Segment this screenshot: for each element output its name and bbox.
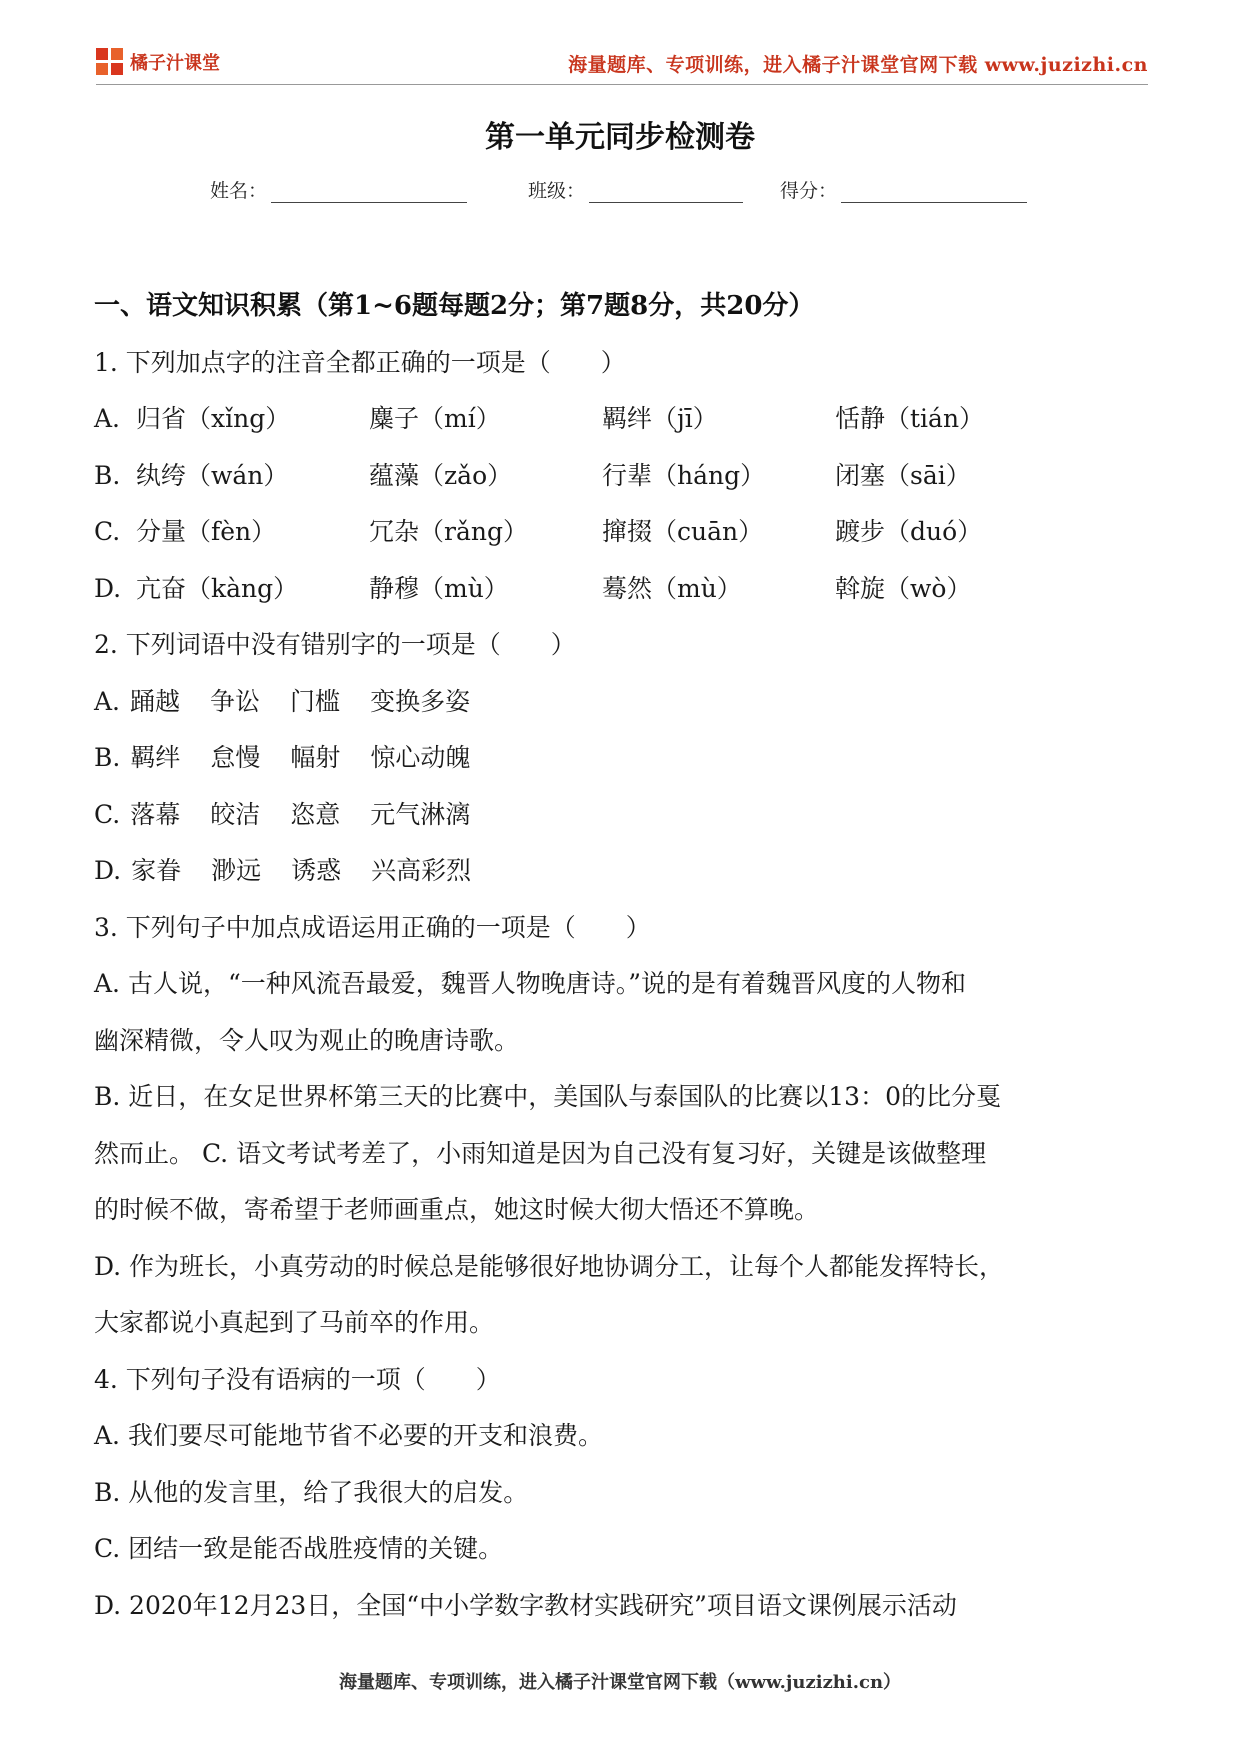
logo-icon — [96, 48, 124, 76]
q3-text-line: A. 古人说，“一种风流吾最爱，魏晋人物晚唐诗。”说的是有着魏晋风度的人物和 — [94, 969, 967, 998]
word: 元气淋漓 — [370, 799, 471, 829]
word: 惊心动魄 — [370, 743, 471, 772]
q1-option-d — [94, 561, 1154, 618]
word: 怠慢 — [210, 743, 261, 772]
score-blank[interactable] — [841, 182, 1027, 203]
q1-option-c — [94, 504, 1154, 561]
name-blank[interactable] — [271, 182, 467, 203]
option-item: 归省（xǐng） — [136, 404, 291, 433]
q2-option-c — [94, 787, 1154, 844]
option-item: 亢奋（kàng） — [136, 573, 299, 603]
q4-option-b: B. 从他的发言里，给了我很大的启发。 — [94, 1477, 529, 1507]
option-item: 斡旋（wò） — [835, 573, 972, 603]
header-divider — [96, 84, 1148, 85]
q3-text-line: D. 作为班长，小真劳动的时候总是能够很好地协调分工，让每个人都能发挥特长， — [94, 1251, 1005, 1281]
section-title: 一、语文知识积累（第1~6题每题2分；第7题8分，共20分） — [94, 291, 815, 321]
option-label: C. — [94, 517, 121, 546]
word: 羁绊 — [130, 743, 181, 772]
page-title: 第一单元同步检测卷 — [485, 120, 755, 155]
brand-logo — [96, 48, 220, 76]
option-item: 纨绔（wán） — [136, 460, 289, 490]
question-2-stem: 2. 下列词语中没有错别字的一项是（ ） — [94, 630, 576, 659]
page-header — [96, 40, 1148, 80]
word: 变换多姿 — [370, 686, 471, 716]
brand-name: 橘子汁课堂 — [130, 53, 220, 74]
word: 恣意 — [290, 799, 341, 829]
score-label: 得分： — [780, 180, 838, 202]
word: 门槛 — [290, 686, 341, 716]
q3-text-line: 的时候不做，寄希望于老师画重点，她这时候大彻大悟还不算晚。 — [94, 1195, 820, 1224]
q2-option-a — [94, 674, 1154, 731]
option-item: 闭塞（sāi） — [835, 460, 971, 490]
q3-text-line: 幽深精微，令人叹为观止的晚唐诗歌。 — [94, 1025, 520, 1055]
option-item: 羁绊（jī） — [602, 404, 718, 433]
class-field[interactable] — [528, 176, 743, 203]
class-blank[interactable] — [589, 182, 743, 203]
q3-text-line: 大家都说小真起到了马前卒的作用。 — [94, 1308, 495, 1337]
option-item: 麋子（mí） — [369, 404, 501, 433]
q4-option-c: C. 团结一致是能否战胜疫情的关键。 — [94, 1534, 504, 1563]
q2-option-d — [94, 843, 1154, 900]
option-item: 行辈（háng） — [602, 460, 766, 490]
word: 家眷 — [131, 856, 182, 885]
q1-option-a — [94, 391, 1154, 448]
score-field[interactable] — [780, 176, 1027, 203]
word: 幅射 — [290, 743, 341, 772]
word: 皎洁 — [210, 799, 261, 829]
option-item: 分量（fèn） — [136, 517, 277, 546]
q1-option-b — [94, 448, 1154, 505]
option-label: A. — [94, 686, 121, 716]
question-3-stem: 3. 下列句子中加点成语运用正确的一项是（ ） — [94, 912, 651, 942]
page-footer: 海量题库、专项训练，进入橘子汁课堂官网下载（www.juzizhi.cn） — [338, 1672, 902, 1693]
question-1-stem: 1. 下列加点字的注音全都正确的一项是（ ） — [94, 347, 626, 377]
q4-option-d: D. 2020年12月23日，全国“中小学数字教材实践研究”项目语文课例展示活动 — [94, 1590, 957, 1620]
word: 兴高彩烈 — [371, 856, 472, 885]
option-label: B. — [94, 743, 121, 772]
word: 渺远 — [211, 856, 262, 885]
q3-text-line: 然而止。 C. 语文考试考差了，小雨知道是因为自己没有复习好，关键是该做整理 — [94, 1138, 987, 1168]
word: 诱惑 — [291, 856, 342, 885]
option-label: A. — [94, 404, 121, 433]
question-4-stem: 4. 下列句子没有语病的一项（ ） — [94, 1364, 501, 1394]
header-slogan: 海量题库、专项训练，进入橘子汁课堂官网下载 www.juzizhi.cn — [568, 54, 1148, 76]
option-item: 静穆（mù） — [369, 573, 509, 603]
q3-text-line: B. 近日，在女足世界杯第三天的比赛中，美国队与泰国队的比赛以13：0的比分戛 — [94, 1082, 1001, 1111]
word: 落幕 — [130, 799, 181, 829]
option-item: 蕴藻（zǎo） — [369, 460, 513, 490]
name-field[interactable] — [210, 176, 467, 203]
option-label: D. — [94, 856, 122, 885]
word: 争讼 — [210, 686, 261, 716]
option-label: B. — [94, 460, 121, 490]
option-item: 踱步（duó） — [835, 517, 983, 546]
option-label: C. — [94, 799, 121, 829]
name-label: 姓名： — [210, 180, 268, 202]
word: 踊越 — [130, 686, 181, 716]
option-label: D. — [94, 573, 122, 603]
q4-option-a: A. 我们要尽可能地节省不必要的开支和浪费。 — [94, 1421, 603, 1450]
option-item: 撺掇（cuān） — [602, 517, 764, 546]
option-item: 恬静（tián） — [835, 404, 985, 433]
q2-option-b — [94, 730, 1154, 787]
exam-content — [94, 278, 1154, 1634]
class-label: 班级： — [528, 180, 586, 202]
option-item: 蓦然（mù） — [602, 573, 742, 603]
option-item: 冗杂（rǎng） — [369, 517, 528, 546]
